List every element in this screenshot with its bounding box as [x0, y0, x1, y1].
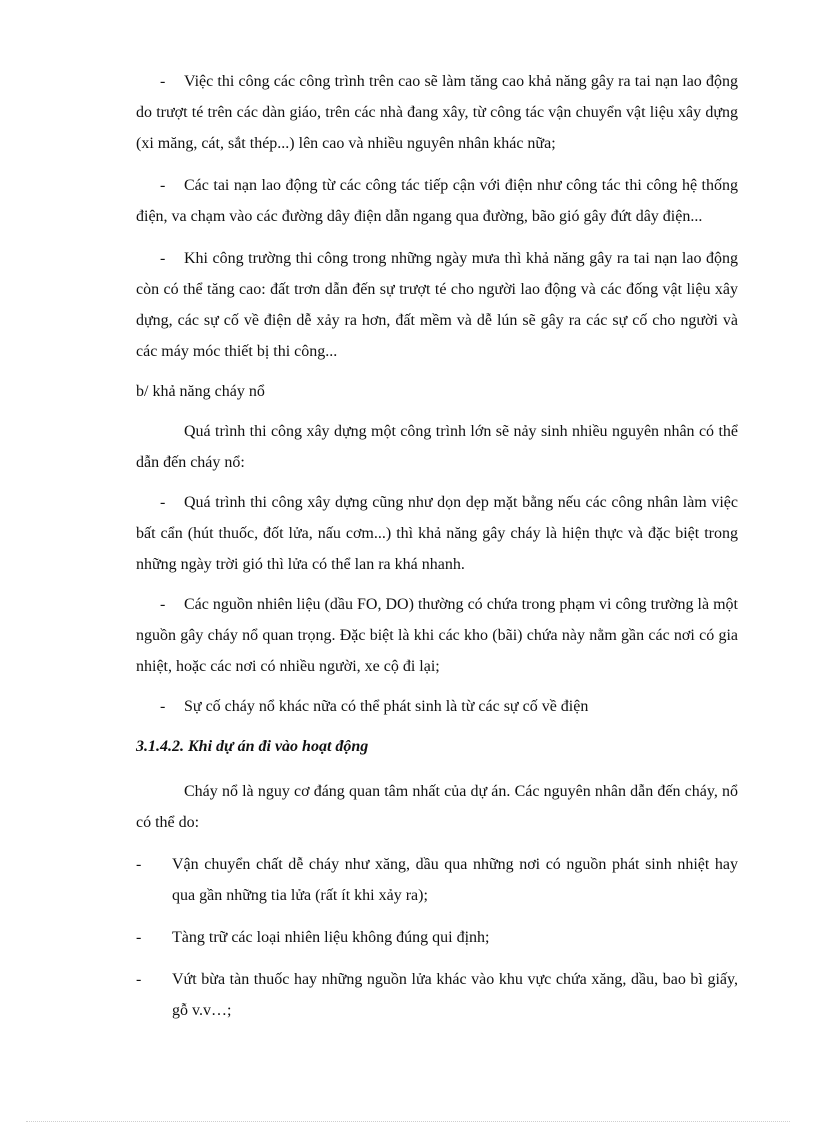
list-item	[136, 849, 738, 911]
subsection-title: b/ khả năng cháy nổ	[136, 383, 265, 400]
paragraph-text: Việc thi công các công trình trên cao sẽ làm tăng cao khả năng gây ra tai nạn lao động do trượt té trên các dàn giáo, trên các nhà đang xây, từ công tác vận chuyển vật liệu xây dựng (xi măng, cát, sắt thép...) lên cao và nhiều nguyên nhân khác nữa;	[136, 73, 738, 152]
list-item-text: Sự cố cháy nổ khác nữa có thể phát sinh là từ các sự cố về điện	[184, 698, 589, 715]
paragraph-text: Khi công trường thi công trong những ngày mưa thì khả năng gây ra tai nạn lao động còn có thể tăng cao: đất trơn dẫn đến sự trượt té cho người lao động và các đống vật liệu xây dựng, các sự cố về điện dễ xảy ra hơn, đất mềm và dễ lún sẽ gây ra các sự cố cho người và các máy móc thiết bị thi công...	[136, 250, 738, 360]
bullet-dash: -	[160, 494, 166, 511]
list-item	[136, 922, 738, 953]
intro-paragraph: Quá trình thi công xây dựng một công trình lớn sẽ nảy sinh nhiều nguyên nhân có thể dẫn đến cháy nổ:	[136, 423, 738, 471]
bullet-dash: -	[160, 698, 166, 715]
list-item	[136, 487, 738, 580]
paragraph	[136, 243, 738, 367]
list-item	[136, 691, 738, 722]
section-heading: 3.1.4.2. Khi dự án đi vào hoạt động	[136, 738, 369, 755]
paragraph-text: Các tai nạn lao động từ các công tác tiếp cận với điện như công tác thi công hệ thống điện, va chạm vào các đường dây điện dẫn ngang qua đường, bão gió gây đứt dây điện...	[136, 177, 738, 225]
list-item-text: Vận chuyển chất dễ cháy như xăng, dầu qua những nơi có nguồn phát sinh nhiệt hay qua gần những tia lửa (rất ít khi xảy ra);	[172, 856, 738, 904]
bullet-dash: -	[160, 73, 166, 90]
list-item-text: Quá trình thi công xây dựng cũng như dọn dẹp mặt bằng nếu các công nhân làm việc bất cẩn (hút thuốc, đốt lửa, nấu cơm...) thì khả năng gây cháy là hiện thực và đặc biệt trong những ngày trời gió thì lửa có thể lan ra khá nhanh.	[136, 494, 738, 573]
intro-paragraph: Cháy nổ là nguy cơ đáng quan tâm nhất của dự án. Các nguyên nhân dẫn đến cháy, nổ có thể do:	[136, 783, 738, 831]
bullet-dash: -	[160, 250, 166, 267]
bullet-dash: -	[160, 177, 166, 194]
bullet-dash: -	[136, 929, 142, 946]
list-item-text: Tàng trữ các loại nhiên liệu không đúng qui định;	[172, 929, 490, 946]
page-bottom-rule	[26, 1121, 790, 1122]
paragraph	[136, 170, 738, 232]
list-item	[136, 964, 738, 1026]
bullet-dash: -	[136, 856, 142, 873]
list-item-text: Các nguồn nhiên liệu (dầu FO, DO) thường có chứa trong phạm vi công trường là một nguồn gây cháy nổ quan trọng. Đặc biệt là khi các kho (bãi) chứa này nằm gần các nơi có gia nhiệt, hoặc các nơi có nhiều người, xe cộ đi lại;	[136, 596, 738, 675]
list-item-text: Vứt bừa tàn thuốc hay những nguồn lửa khác vào khu vực chứa xăng, dầu, bao bì giấy, gỗ v.v…;	[172, 971, 738, 1019]
bullet-dash: -	[160, 596, 166, 613]
paragraph	[136, 66, 738, 159]
bullet-dash: -	[136, 971, 142, 988]
document-page	[136, 66, 738, 1037]
list-item	[136, 589, 738, 682]
